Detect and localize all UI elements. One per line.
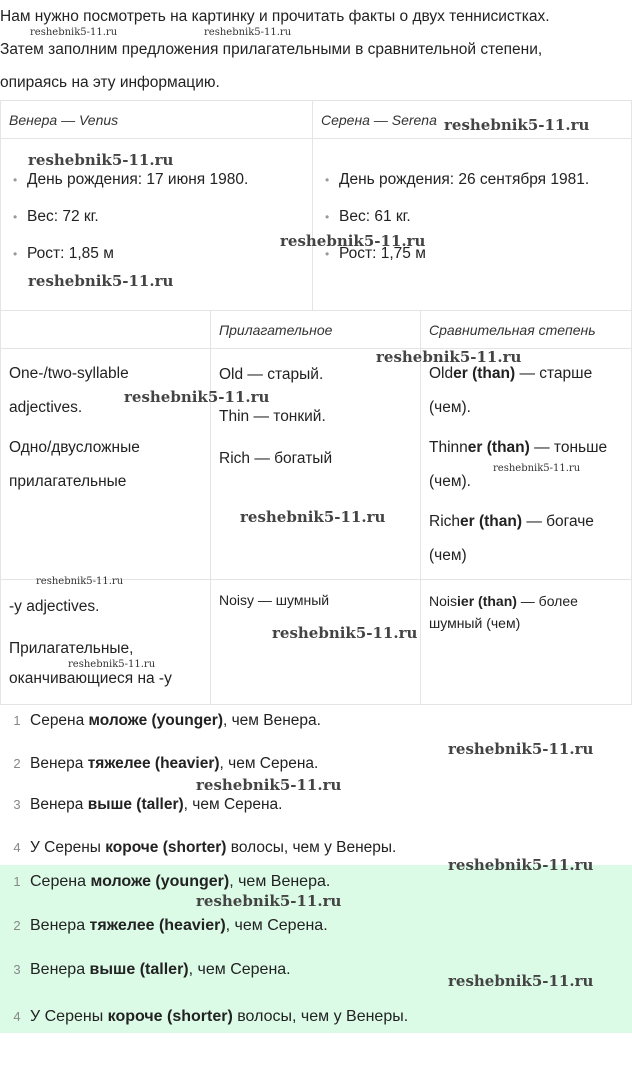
answer-sentence: 4 У Серены короче (shorter) волосы, чем у Венеры.: [13, 1008, 409, 1025]
header-serena: Серена — Serena: [313, 101, 632, 139]
answer-sentence: 3 Венера выше (taller), чем Серена.: [13, 961, 291, 978]
header-comparative: Сравнительная степень: [421, 311, 632, 349]
sentence: 4 У Серены короче (shorter) волосы, чем у Венеры.: [13, 839, 397, 856]
watermark: reshebnik5-11.ru: [448, 972, 594, 990]
comparative: Noisier (than) — более: [429, 593, 578, 609]
type-text: Одно/двусложные: [9, 439, 140, 456]
venus-fact: • День рождения: 17 июня 1980.: [9, 171, 304, 189]
comparative: Older (than) — старше: [429, 365, 593, 382]
watermark: reshebnik5-11.ru: [493, 463, 581, 474]
venus-fact: • Рост: 1,85 м: [9, 245, 304, 263]
adjective: Old — старый.: [219, 366, 324, 383]
header-venus: Венера — Venus: [1, 101, 313, 139]
watermark: reshebnik5-11.ru: [30, 27, 118, 38]
watermark: reshebnik5-11.ru: [240, 508, 386, 526]
watermark: reshebnik5-11.ru: [124, 388, 270, 406]
type-text: One-/two-syllable: [9, 365, 129, 382]
intro-line-2: Затем заполним предложения прилагательными в сравнительной степени,: [0, 41, 543, 58]
venus-fact: • Вес: 72 кг.: [9, 208, 304, 226]
comparative-cont: шумный (чем): [429, 615, 521, 631]
watermark: reshebnik5-11.ru: [68, 659, 156, 670]
serena-fact: • Вес: 61 кг.: [321, 208, 623, 226]
answer-sentence: 1 Серена моложе (younger), чем Венера.: [13, 873, 331, 890]
watermark: reshebnik5-11.ru: [376, 348, 522, 366]
answer-sentence: 2 Венера тяжелее (heavier), чем Серена.: [13, 917, 328, 934]
watermark: reshebnik5-11.ru: [196, 776, 342, 794]
comparative-cont: (чем): [429, 547, 467, 564]
watermark: reshebnik5-11.ru: [272, 624, 418, 642]
sentence: 1 Серена моложе (younger), чем Венера.: [13, 712, 321, 729]
adjective: Thin — тонкий.: [219, 408, 326, 425]
sentence: 2 Венера тяжелее (heavier), чем Серена.: [13, 755, 319, 772]
type-text: adjectives.: [9, 399, 83, 416]
header-empty: [1, 311, 211, 349]
adjective: Noisy — шумный: [211, 580, 421, 705]
adjective: Rich — богатый: [219, 450, 333, 467]
watermark: reshebnik5-11.ru: [448, 740, 594, 758]
watermark: reshebnik5-11.ru: [36, 576, 124, 587]
type-text: оканчивающиеся на -у: [9, 670, 172, 687]
watermark: reshebnik5-11.ru: [28, 151, 174, 169]
comparative: Richer (than) — богаче: [429, 513, 594, 530]
serena-fact: • День рождения: 26 сентября 1981.: [321, 171, 623, 189]
comparative-cont: (чем).: [429, 473, 471, 490]
serena-fact: • Рост: 1,75 м: [321, 245, 623, 263]
watermark: reshebnik5-11.ru: [280, 232, 426, 250]
type-text: прилагательные: [9, 473, 127, 490]
type-text: -y adjectives.: [9, 598, 100, 615]
watermark: reshebnik5-11.ru: [448, 856, 594, 874]
watermark: reshebnik5-11.ru: [196, 892, 342, 910]
watermark: reshebnik5-11.ru: [444, 116, 590, 134]
watermark: reshebnik5-11.ru: [204, 27, 292, 38]
intro-line-3: опираясь на эту информацию.: [0, 74, 220, 91]
watermark: reshebnik5-11.ru: [28, 272, 174, 290]
sentence: 3 Венера выше (taller), чем Серена.: [13, 796, 283, 813]
header-adjective: Прилагательное: [211, 311, 421, 349]
comparative: Thinner (than) — тоньше: [429, 439, 608, 456]
intro-line-1: Нам нужно посмотреть на картинку и прочитать факты о двух теннисистках.: [0, 8, 550, 25]
type-text: Прилагательные,: [9, 640, 134, 657]
comparative-cont: (чем).: [429, 399, 471, 416]
